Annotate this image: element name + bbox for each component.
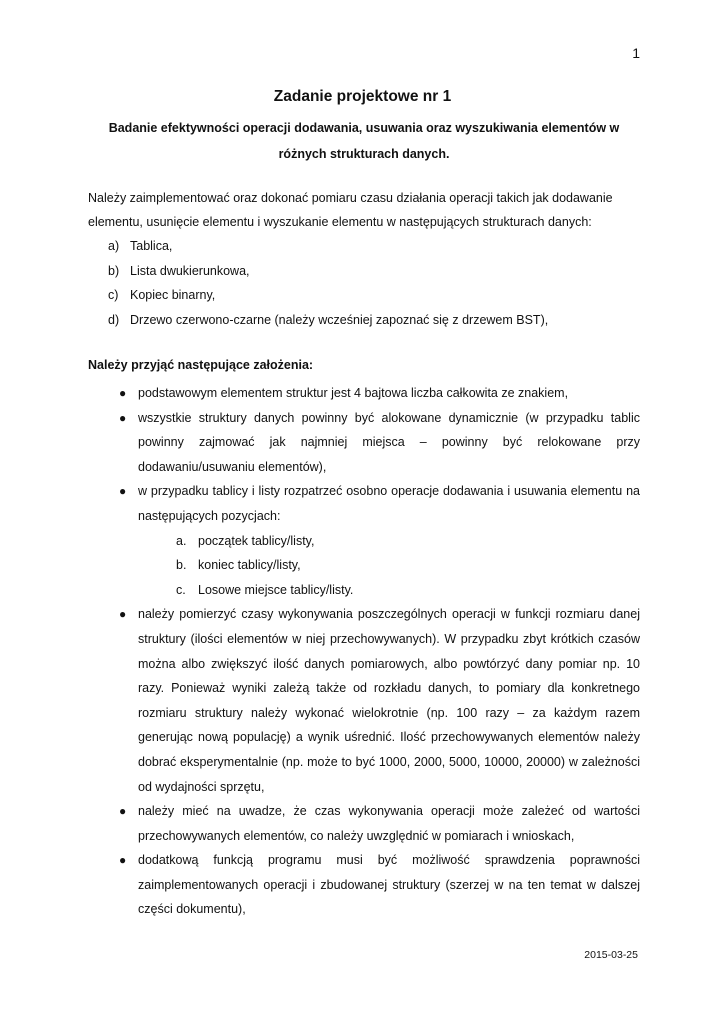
bullet-icon: ●: [119, 607, 127, 622]
list-item-text: w przypadku tablicy i listy rozpatrzeć osobno operacje dodawania i usuwania elementu na następujących pozycjach:: [138, 484, 640, 523]
list-marker: a.: [176, 533, 187, 548]
list-item-text: Kopiec binarny,: [130, 288, 216, 302]
list-item-text: wszystkie struktury danych powinny być alokowane dynamicznie (w przypadku tablic powinny zajmować jak najmniej miejsca – powinny być relokowane przy dodawaniu/usuwaniu elementów),: [138, 410, 640, 474]
list-marker: c): [108, 288, 119, 302]
list-marker: a): [108, 239, 120, 253]
list-item: [88, 799, 640, 848]
list-item: [138, 529, 640, 554]
list-item-text: dodatkową funkcją programu musi być możliwość sprawdzenia poprawności zaimplementowanych operacji i zbudowanej struktury (szerzej w na ten temat w dalszej części dokumentu),: [138, 853, 640, 917]
bullet-icon: ●: [119, 484, 127, 499]
list-item-text: Drzewo czerwono-czarne (należy wcześniej zapoznać się z drzewem BST),: [130, 312, 549, 327]
list-item-text: należy mieć na uwadze, że czas wykonywania operacji może zależeć od wartości przechowywanych elementów, co należy uwzględnić w pomiarach i wnioskach,: [138, 804, 640, 843]
list-item: [138, 578, 640, 603]
positions-list: [138, 529, 640, 603]
bullet-icon: ●: [119, 853, 127, 868]
list-item: [88, 234, 640, 259]
list-item: [88, 283, 640, 308]
list-item-text: początek tablicy/listy,: [198, 533, 315, 548]
list-item-text: Tablica,: [130, 239, 173, 253]
list-item: [88, 479, 640, 602]
list-item-text: należy pomierzyć czasy wykonywania poszczególnych operacji w funkcji rozmiaru danej struktury (ilości elementów w niej przechowywanych). W przypadku zbyt krótkich czasów można albo zwiększyć ilość danych pomiarowych, albo powtórzyć dany pomiar np. 10 razy. Ponieważ wyniki zależą także od rozkładu danych, to pomiary dla konkretnego rozmiaru struktury należy wykonać wielokrotnie (np. 100 razy – za każdym razem generując nową populację) a wynik uśrednić. Ilość przechowywanych elementów należy dobrać eksperymentalnie (np. może to być 1000, 2000, 5000, 10000, 20000) w zależności od wydajności sprzętu,: [138, 607, 640, 794]
list-item: [88, 259, 640, 284]
list-marker: b): [108, 263, 120, 278]
bullet-icon: ●: [119, 804, 127, 819]
list-item: [138, 553, 640, 578]
list-item: [88, 848, 640, 922]
list-item-text: Losowe miejsce tablicy/listy.: [198, 582, 354, 597]
bullet-icon: ●: [119, 386, 127, 400]
page-number: 1: [632, 45, 640, 61]
list-item: [88, 406, 640, 480]
document-title: Zadanie projektowe nr 1: [273, 88, 452, 105]
list-marker: d): [108, 312, 120, 327]
list-item-text: podstawowym elementem struktur jest 4 bajtowa liczba całkowita ze znakiem,: [138, 386, 569, 400]
footer-date: 2015-03-25: [584, 949, 638, 961]
list-item-text: koniec tablicy/listy,: [198, 558, 301, 573]
assumptions-heading: Należy przyjąć następujące założenia:: [88, 358, 314, 372]
structures-list: [88, 234, 640, 332]
assumptions-list: [88, 381, 640, 922]
document-subtitle: Badanie efektywności operacji dodawania, usuwania oraz wyszukiwania elementów w różnych strukturach danych.: [108, 121, 620, 161]
list-item: [88, 602, 640, 799]
list-item: [88, 381, 640, 406]
list-item-text: Lista dwukierunkowa,: [130, 263, 250, 278]
list-marker: b.: [176, 558, 187, 573]
intro-paragraph: Należy zaimplementować oraz dokonać pomiaru czasu działania operacji takich jak dodawanie elementu, usunięcie elementu i wyszukanie elementu w następujących strukturach danych:: [88, 191, 613, 229]
bullet-icon: ●: [119, 410, 127, 425]
list-item: [88, 308, 640, 333]
list-marker: c.: [176, 582, 186, 597]
